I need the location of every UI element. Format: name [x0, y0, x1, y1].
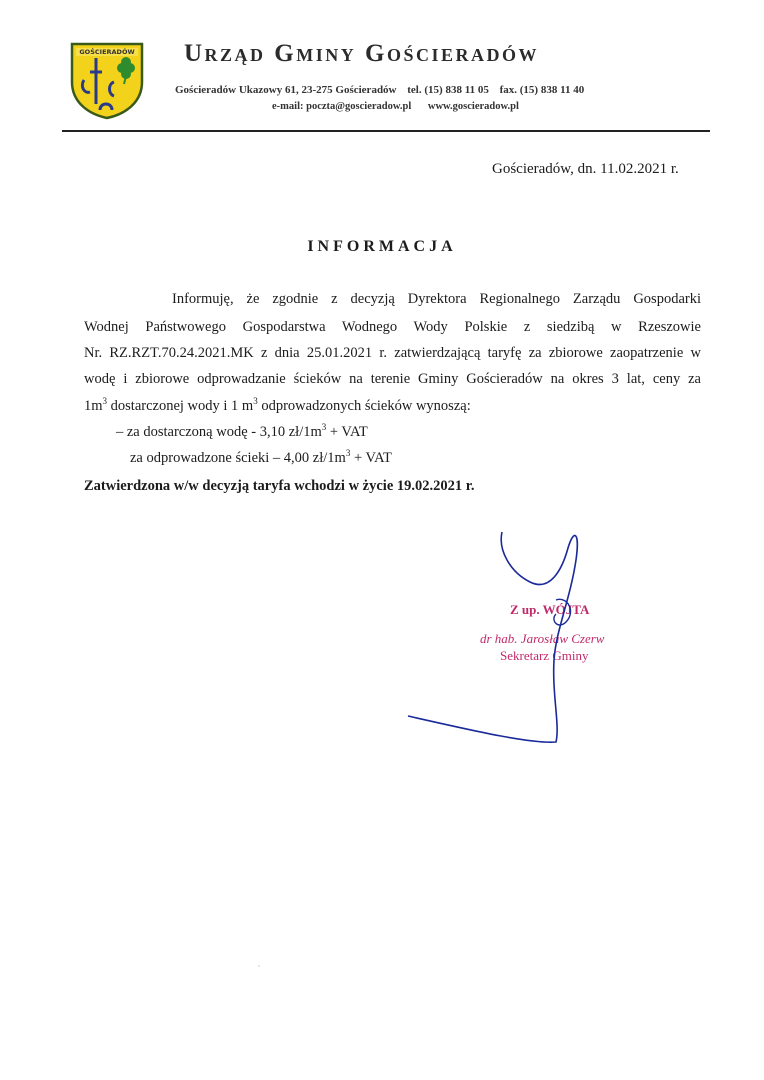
body-line-1: Informuję, że zgodnie z decyzją Dyrektora Regionalnego Zarządu Gospodarki	[172, 291, 701, 307]
document-title: INFORMACJA	[307, 238, 457, 255]
fax: fax. (15) 838 11 40	[499, 84, 585, 96]
document-date: Gościeradów, dn. 11.02.2021 r.	[492, 161, 679, 177]
logo-text: GOŚCIERADÓW	[79, 48, 135, 56]
coat-of-arms-logo	[66, 38, 148, 120]
header-divider	[62, 130, 710, 132]
effective-date-statement: Zatwierdzona w/w decyzją taryfa wchodzi w życie 19.02.2021 r.	[84, 478, 475, 494]
office-title: Urząd Gminy Gościeradów	[184, 40, 539, 67]
stamp-on-behalf: Z up. WÓJTA	[510, 602, 590, 617]
body-line-2: Wodnej Państwowego Gospodarstwa Wodnego Wody Polskie z siedzibą w Rzeszowie	[84, 319, 701, 335]
address: Gościeradów Ukazowy 61, 23-275 Gościeradów	[175, 84, 397, 96]
contact-line	[272, 101, 533, 112]
rate-water: – za dostarczoną wodę - 3,10 $zł/1m^3$ + VAT	[116, 422, 368, 440]
address-line	[175, 84, 592, 96]
body-line-4: wodę i zbiorowe odprowadzanie ścieków na terenie Gminy Gościeradów na okres 3 lat, ceny za	[84, 371, 701, 387]
stamp-signatory-name: dr hab. Jarosław Czerw	[480, 631, 605, 646]
website-link[interactable]: www.goscieradow.pl	[427, 101, 519, 112]
email-link[interactable]: e-mail: poczta@goscieradow.pl	[272, 101, 412, 112]
rate-sewage: za odprowadzone ścieki – 4,00 $zł/1m^3$ + VAT	[130, 448, 392, 466]
stamp-signatory-role: Sekretarz Gminy	[500, 648, 589, 663]
handwritten-signature	[380, 520, 680, 760]
scan-speck	[258, 965, 260, 967]
phone: tel. (15) 838 11 05	[407, 84, 489, 96]
body-line-5: $1m^3$ dostarczonej wody i 1 $m^3$ odprowadzonych ścieków wynoszą:	[84, 396, 471, 414]
body-line-3: Nr. RZ.RZT.70.24.2021.MK z dnia 25.01.2021 r. zatwierdzającą taryfę za zbiorowe zaopatrzenie w	[84, 345, 701, 361]
